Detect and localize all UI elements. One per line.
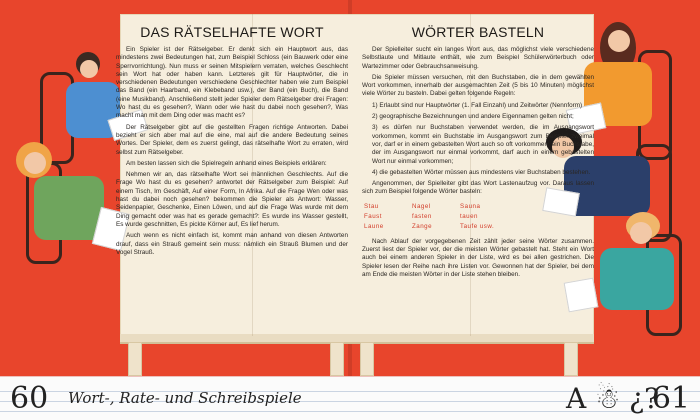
example-word: Taufe usw.: [460, 223, 495, 231]
rule-item: 2) geographische Bezeichnungen und andere Eigennamen gelten nicht;: [372, 113, 574, 121]
rule-item: 1) Erlaubt sind nur Hauptwörter (1. Fall Einzahl) und Zeitwörter (Nennform): [372, 101, 583, 109]
right-page-text-column: [362, 22, 594, 328]
left-page-number: 60: [10, 381, 49, 416]
rule-item: 3) es dürfen nur Buchstaben verwendet werden, die im Ausgangswort vorkommen, kommt ein Buchstabe im Ausgangswort zum Beispiel zweimal vor, darf er in einem gebastelten Wort auch so oft vorkommen; ein Buchstabe, der im Ausgangswort nur einmal vorkommt, darf auch in einem gebastelten Wort nur einmal vorkommen;: [372, 124, 594, 165]
example-word: Stau: [364, 202, 379, 210]
right-paragraph: Nach Ablauf der vorgegebenen Zeit zählt jeder seine Wörter zusammen. Zuerst liest der Spieler vor, der die meisten Wörter gebastelt hat. Steht ein Wort auch bei einem anderen Spieler in der Liste, wird es bei allen gestrichen. Die Spieler lesen der Reihe nach ihre Listen vor. Gewonnen hat der Spieler, bei dem am Ende die meisten Wörter in der Liste stehen bleiben.: [362, 237, 594, 278]
left-paragraph: Auch wenn es nicht einfach ist, kommt man anhand von diesen Antworten drauf, dass ein Strauß gemeint sein muss: nämlich ein Strauß Blumen und der Vogel Strauß.: [116, 232, 348, 256]
example-word: Nagel: [412, 202, 431, 210]
table-leg-icon: [128, 342, 142, 376]
left-paragraph: Am besten lassen sich die Spielregeln anhand eines Beispiels erklären:: [126, 159, 327, 167]
example-word: fasten: [412, 213, 432, 221]
table-edge: [120, 334, 594, 344]
footer-title: Wort-, Rate- und Schreibspiele: [68, 389, 302, 407]
left-page-text-column: [116, 22, 348, 328]
example-word: tauen: [460, 213, 478, 221]
footer-red-rule: [0, 376, 700, 377]
right-page-title: WÖRTER BASTELN: [411, 24, 545, 40]
example-word: Zange: [412, 223, 433, 231]
example-word: Sauna: [460, 202, 481, 210]
left-page-title: DAS RÄTSELHAFTE WORT: [140, 24, 324, 40]
right-paragraph: Der Spielleiter sucht ein langes Wort aus, das möglichst viele verschiedene Selbstlaute und Mitlaute enthält, wie zum Beispiel Schülerwörterbuch oder Wartezimmer oder Gebrauchsanweisung.: [362, 46, 594, 70]
face-icon: [608, 30, 630, 52]
footer-decor-icon: A ☃ ¿?: [566, 382, 660, 415]
left-paragraph: Der Rätselgeber gibt auf die gestellten Fragen richtige Antworten. Dabei bezieht er sich aber mal auf die eine, mal auf die andere Bedeutung seines Wortes. Der Spieler, dem es zuerst gelingt, das rätselhafte Wort zu erraten, wird selbst zum Rätselgeber.: [116, 123, 348, 156]
example-words-grid: [364, 203, 594, 232]
face-icon: [80, 60, 98, 78]
shirt-icon: [34, 176, 104, 240]
right-page-number: 61: [651, 381, 690, 416]
example-word: Faust: [364, 213, 382, 221]
face-icon: [630, 222, 652, 244]
example-word: Laune: [364, 223, 384, 231]
table-leg-icon: [564, 342, 578, 376]
right-paragraph: Angenommen, der Spielleiter gibt das Wort Lastenaufzug vor. Daraus lassen sich zum Beispiel folgende Wörter basteln:: [362, 180, 594, 196]
left-paragraph: Nehmen wir an, das rätselhafte Wort sei männlichen Geschlechts. Auf die Frage Wo hast du es gesehen? antwortet der Rätselgeber zum Beispiel: Auf einem Tisch, Im Geschäft, Auf einer Form, In Afrika. Auf die Frage Wen oder was hast du dabei noch gesehen? bekommen die Spieler als Antwort: Wasser, Seidenpapier, Geschenke, Einen Löwen, und auf die Frage Was wurde mit dem Ding gemacht oder was hat es gerade gemacht?: Es wurde ins Wasser gestellt, Es wurde geschnitten, Es pickte Körner auf, Es lief herum.: [116, 171, 348, 228]
left-paragraph: Ein Spieler ist der Rätselgeber. Er denkt sich ein Hauptwort aus, das mindestens zwei Bedeutungen hat, zum Beispiel Schloss (ein Bauwerk oder eine Sperrvorrichtung). Nun muss er seinen Mitspielern verraten, welches Geschlecht sein Wort hat oder haben kann. Letzteres gilt für Hauptwörter, die in verschiedenen Bedeutungen verschiedene Geschlechter haben wie zum Beispiel das Band (ein Haarband, ein Klebeband usw.), der Band (ein Buch), die Band (eine Musikband). Anschließend stellt jeder Spieler dem Rätselgeber drei Fragen: Wo hast du es gesehen?, Wann oder wie hast du dabei noch gesehen?, Was macht man mit dem Ding oder was macht es?: [116, 46, 348, 120]
face-icon: [24, 152, 46, 174]
shirt-icon: [600, 248, 674, 310]
rule-item: 4) die gebastelten Wörter müssen aus mindestens vier Buchstaben bestehen.: [372, 168, 591, 176]
right-paragraph: Die Spieler müssen versuchen, mit den Buchstaben, die in dem gewählten Wort vorkommen, innerhalb der ausgemachten Zeit (5 bis 10 Minuten) möglichst viele Wörter zu basteln. Dabei gelten folgende Regeln:: [362, 73, 594, 98]
table-leg-icon: [360, 342, 374, 376]
table-leg-icon: [330, 342, 344, 376]
person-icon: [6, 140, 126, 270]
